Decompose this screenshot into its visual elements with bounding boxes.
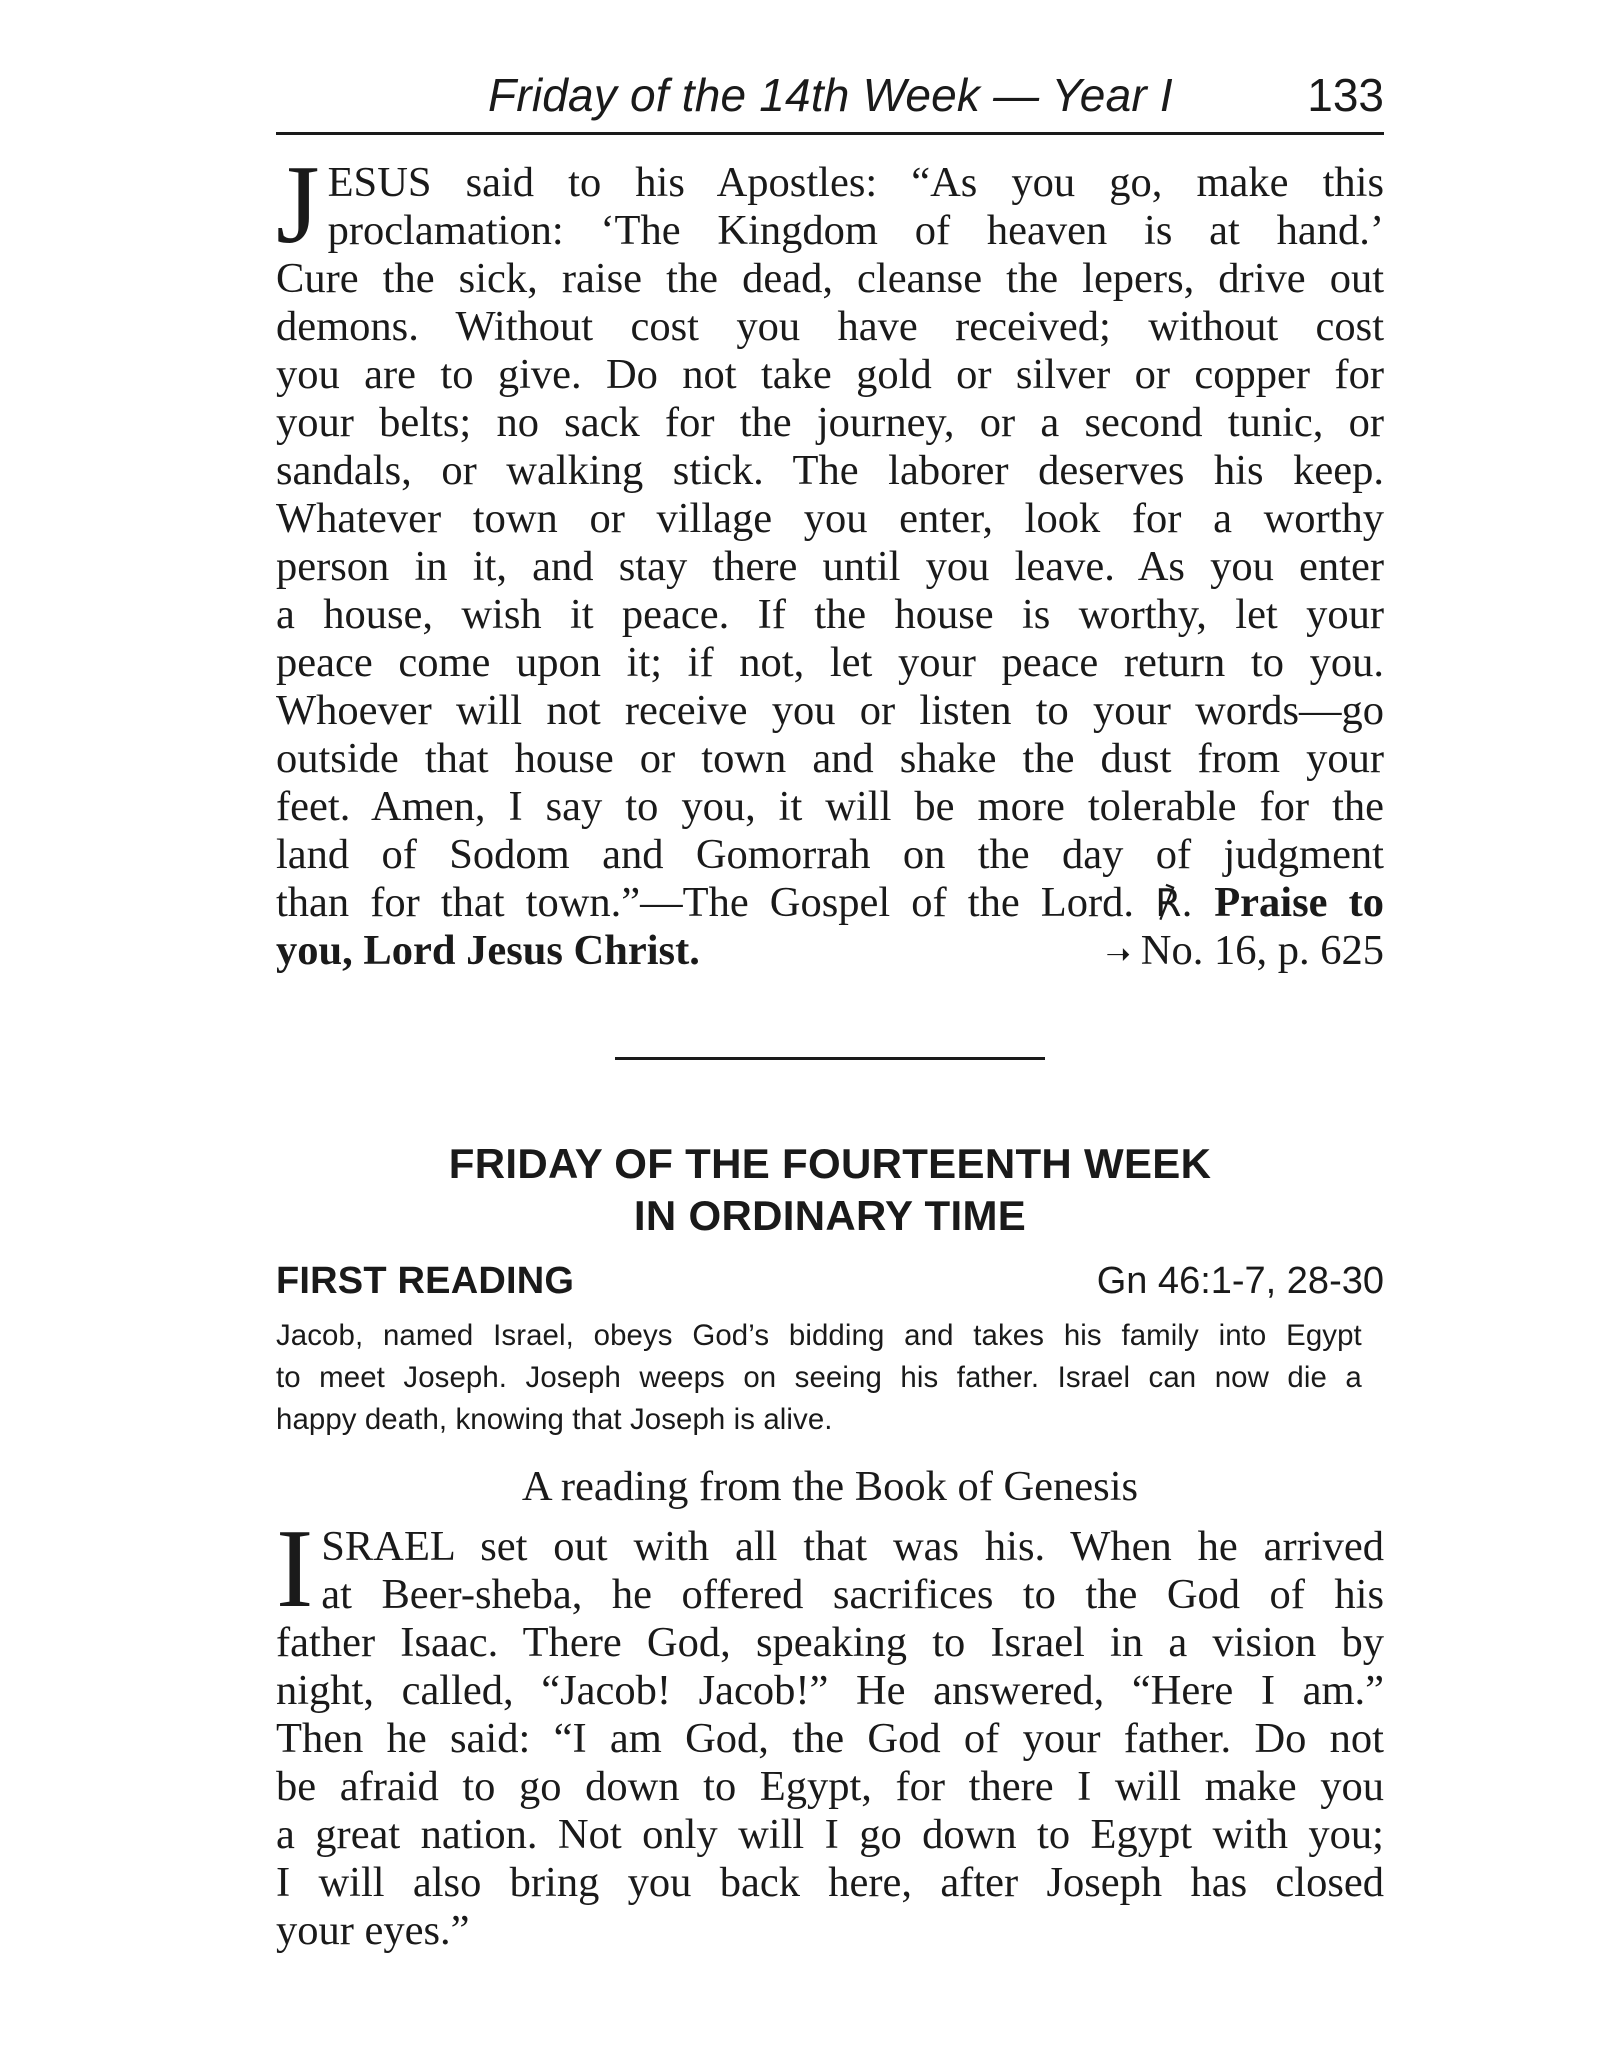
running-header xyxy=(276,62,1384,135)
gospel-line: sandals, or walking stick. The laborer deserves his keep. xyxy=(276,447,1384,494)
gospel-line: land of Sodom and Gomorrah on the day of judgment xyxy=(276,831,1384,878)
reading-line: SRAEL set out with all that was his. When he arrived xyxy=(321,1523,1384,1570)
response-text-end: you, Lord Jesus Christ. xyxy=(276,927,700,974)
summary-line: Jacob, named Israel, obeys God’s bidding and takes his family into Egypt xyxy=(276,1319,1362,1352)
section-divider xyxy=(615,1057,1045,1060)
reading-citation: Gn 46:1-7, 28-30 xyxy=(1096,1260,1384,1302)
gospel-closing-line xyxy=(276,879,1384,927)
cross-reference-text: No. 16, p. 625 xyxy=(1140,927,1384,974)
gospel-final-line xyxy=(276,927,1384,979)
arrow-right-icon: ➝ xyxy=(1105,937,1131,972)
gospel-line: you are to give. Do not take gold or silver or copper for xyxy=(276,351,1384,398)
reading-line: I will also bring you back here, after Joseph has closed xyxy=(276,1859,1384,1906)
gospel-passage xyxy=(276,143,1384,927)
summary-line: happy death, knowing that Joseph is alive. xyxy=(276,1403,833,1436)
gospel-line: Whoever will not receive you or listen to your words—go xyxy=(276,687,1384,734)
gospel-closing-text: than for that town.”—The Gospel of the Lord. xyxy=(276,879,1156,926)
gospel-line: outside that house or town and shake the dust from your xyxy=(276,735,1384,782)
reading-line: night, called, “Jacob! Jacob!” He answered, “Here I am.” xyxy=(276,1667,1384,1714)
gospel-line: feet. Amen, I say to you, it will be more tolerable for the xyxy=(276,783,1384,830)
section-title-line: FRIDAY OF THE FOURTEENTH WEEK xyxy=(448,1140,1212,1187)
gospel-line: a house, wish it peace. If the house is worthy, let your xyxy=(276,591,1384,638)
gospel-line: your belts; no sack for the journey, or a second tunic, or xyxy=(276,399,1384,446)
reading-line: at Beer-sheba, he offered sacrifices to the God of his xyxy=(321,1571,1384,1618)
cross-reference xyxy=(1106,927,1384,979)
gospel-line: Whatever town or village you enter, look for a worthy xyxy=(276,495,1384,542)
gospel-line: proclamation: ‘The Kingdom of heaven is at hand.’ xyxy=(327,207,1384,254)
reading-line: Then he said: “I am God, the God of your father. Do not xyxy=(276,1715,1384,1762)
reading-line: your eyes.” xyxy=(276,1907,470,1954)
page-number: 133 xyxy=(1307,69,1384,121)
first-reading-passage xyxy=(276,1507,1384,1955)
reading-summary xyxy=(276,1315,1362,1441)
section-title-line: IN ORDINARY TIME xyxy=(633,1192,1027,1239)
gospel-line: ESUS said to his Apostles: “As you go, make this xyxy=(327,159,1384,206)
running-title: Friday of the 14th Week — Year I xyxy=(488,69,1173,121)
book-page xyxy=(276,62,1384,1955)
summary-line: to meet Joseph. Joseph weeps on seeing his father. Israel can now die a xyxy=(276,1361,1362,1394)
reading-line: be afraid to go down to Egypt, for there I will make you xyxy=(276,1763,1384,1810)
reading-heading xyxy=(276,1260,1384,1303)
reading-drop-cap: I xyxy=(276,1507,314,1631)
gospel-line: person in it, and stay there until you leave. As you enter xyxy=(276,543,1384,590)
section-title xyxy=(276,1138,1384,1242)
gospel-line: Cure the sick, raise the dead, cleanse the lepers, drive out xyxy=(276,255,1384,302)
reading-line: father Isaac. There God, speaking to Israel in a vision by xyxy=(276,1619,1384,1666)
response-symbol-icon: ℟. xyxy=(1155,881,1194,925)
reading-line: a great nation. Not only will I go down to Egypt with you; xyxy=(276,1811,1384,1858)
response-text-start: Praise to xyxy=(1193,879,1384,926)
reading-intro: A reading from the Book of Genesis xyxy=(521,1463,1139,1510)
gospel-line: peace come upon it; if not, let your peace return to you. xyxy=(276,639,1384,686)
reading-label: FIRST READING xyxy=(276,1260,575,1302)
gospel-line: demons. Without cost you have received; without cost xyxy=(276,303,1384,350)
gospel-drop-cap: J xyxy=(276,143,320,267)
